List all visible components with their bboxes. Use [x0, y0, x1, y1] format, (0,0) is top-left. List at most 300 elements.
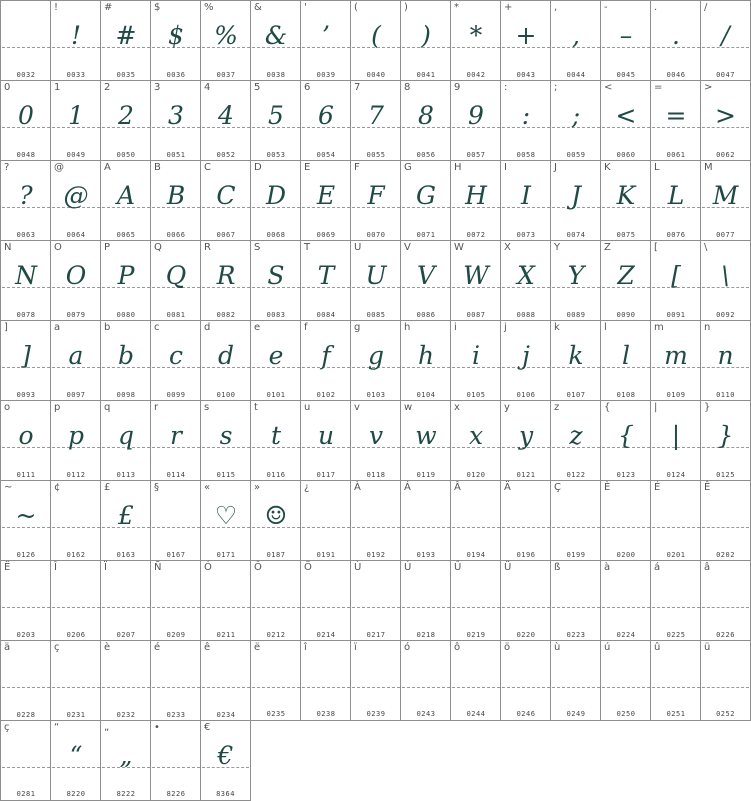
- glyph-cell: [500, 560, 551, 641]
- cell-code-label: 0246: [516, 710, 536, 718]
- cell-code-label: 0104: [416, 391, 436, 399]
- cell-code-label: 0162: [66, 551, 86, 559]
- cell-character-label: ,: [554, 2, 558, 13]
- cell-character-label: Ó: [204, 562, 212, 573]
- cell-code-label: 0124: [666, 471, 686, 479]
- glyph-cell: [0, 640, 51, 721]
- cell-character-label: R: [204, 242, 211, 253]
- baseline-guide: [602, 607, 650, 608]
- cell-code-label: 0238: [316, 710, 336, 718]
- glyph-cell: [550, 400, 601, 481]
- glyph-cell: [250, 480, 301, 561]
- glyph-cell: [200, 720, 251, 801]
- baseline-guide: [2, 607, 50, 608]
- glyph-cell: [0, 160, 51, 241]
- cell-character-label: f: [304, 322, 308, 333]
- cell-code-label: 0115: [216, 471, 236, 479]
- cell-character-label: C: [204, 162, 211, 173]
- cell-code-label: 0041: [416, 71, 436, 79]
- glyph-sample: M: [712, 181, 739, 210]
- cell-code-label: 0083: [266, 311, 286, 319]
- cell-code-label: 0111: [16, 471, 36, 479]
- glyph-cell: [200, 80, 251, 161]
- baseline-guide: [152, 687, 200, 688]
- cell-character-label: L: [654, 162, 660, 173]
- glyph-cell: [600, 480, 651, 561]
- cell-character-label: ç: [4, 722, 10, 733]
- cell-code-label: 0076: [666, 231, 686, 239]
- cell-character-label: n: [704, 322, 711, 333]
- cell-code-label: 0040: [366, 71, 386, 79]
- glyph-cell: [500, 480, 551, 561]
- glyph-sample: T: [317, 261, 335, 290]
- glyph-sample: s: [219, 421, 233, 450]
- glyph-cell: [650, 240, 701, 321]
- baseline-guide: [702, 687, 749, 688]
- cell-character-label: /: [704, 2, 708, 13]
- baseline-guide: [302, 527, 350, 528]
- glyph-cell: [600, 320, 651, 401]
- cell-code-label: 0251: [666, 710, 686, 718]
- cell-character-label: :: [504, 82, 508, 93]
- glyph-cell: [700, 640, 751, 721]
- cell-character-label: 3: [154, 82, 161, 93]
- glyph-cell: [500, 0, 551, 81]
- glyph-cell: [600, 240, 651, 321]
- cell-code-label: 0046: [666, 71, 686, 79]
- glyph-cell: [150, 0, 201, 81]
- cell-code-label: 8220: [66, 790, 86, 798]
- glyph-cell: [150, 160, 201, 241]
- cell-character-label: K: [604, 162, 611, 173]
- cell-character-label: k: [554, 322, 560, 333]
- glyph-sample: z: [569, 421, 583, 450]
- cell-code-label: 0233: [166, 711, 186, 719]
- cell-code-label: 0217: [366, 631, 386, 639]
- glyph-cell: [150, 400, 201, 481]
- cell-code-label: 0122: [566, 471, 586, 479]
- glyph-cell: [150, 240, 201, 321]
- cell-character-label: i: [454, 322, 457, 333]
- cell-character-label: 9: [454, 82, 461, 93]
- cell-code-label: 0224: [616, 631, 636, 639]
- glyph-cell: [100, 720, 151, 801]
- cell-character-label: ¢: [54, 482, 61, 493]
- glyph-cell: [300, 0, 351, 81]
- baseline-guide: [352, 607, 400, 608]
- glyph-cell: [700, 160, 751, 241]
- glyph-cell: [650, 640, 701, 721]
- cell-code-label: 0061: [666, 151, 686, 159]
- cell-code-label: 0070: [366, 231, 386, 239]
- glyph-cell: [50, 720, 101, 801]
- cell-character-label: A: [104, 162, 111, 173]
- glyph-cell: [100, 320, 151, 401]
- cell-character-label: ó: [404, 642, 411, 653]
- baseline-guide: [652, 607, 700, 608]
- glyph-cell: [450, 240, 501, 321]
- cell-code-label: 0207: [116, 631, 136, 639]
- cell-character-label: |: [654, 402, 658, 413]
- glyph-sample: U: [365, 261, 387, 290]
- cell-code-label: 0065: [116, 231, 136, 239]
- cell-character-label: Q: [154, 242, 162, 253]
- cell-code-label: 0232: [116, 711, 136, 719]
- glyph-cell: [0, 480, 51, 561]
- glyph-cell: [300, 480, 351, 561]
- cell-code-label: 0199: [566, 551, 586, 559]
- glyph-cell: [550, 480, 601, 561]
- glyph-sample: Z: [617, 261, 635, 290]
- cell-character-label: á: [654, 562, 661, 573]
- glyph-sample: P: [117, 261, 135, 290]
- glyph-cell: [300, 160, 351, 241]
- cell-character-label: Ï: [104, 562, 107, 573]
- glyph-cell: [600, 640, 651, 721]
- glyph-cell: [650, 320, 701, 401]
- glyph-cell: [250, 160, 301, 241]
- glyph-cell: [350, 560, 401, 641]
- cell-character-label: }: [704, 402, 711, 413]
- cell-character-label: d: [204, 322, 211, 333]
- cell-character-label: J: [554, 162, 557, 173]
- glyph-sample: u: [317, 421, 335, 450]
- glyph-sample: ’: [322, 21, 330, 50]
- baseline-guide: [352, 687, 400, 688]
- glyph-cell: [450, 560, 501, 641]
- cell-character-label: {: [604, 402, 611, 413]
- glyph-cell: [350, 80, 401, 161]
- cell-character-label: !: [54, 2, 59, 13]
- glyph-cell: [100, 160, 151, 241]
- glyph-sample: ?: [19, 181, 33, 210]
- cell-character-label: Ô: [254, 562, 262, 573]
- glyph-sample: m: [664, 341, 688, 370]
- cell-code-label: 0045: [616, 71, 636, 79]
- glyph-sample: ,: [572, 21, 580, 50]
- glyph-cell: [100, 640, 151, 721]
- cell-character-label: €: [204, 722, 211, 733]
- cell-character-label: N: [4, 242, 12, 253]
- baseline-guide: [452, 607, 500, 608]
- glyph-sample: “: [69, 741, 83, 770]
- cell-character-label: ?: [4, 162, 10, 173]
- cell-code-label: 0101: [266, 391, 286, 399]
- glyph-sample: W: [463, 261, 489, 290]
- cell-character-label: ;: [554, 82, 558, 93]
- cell-character-label: Î: [54, 562, 57, 573]
- cell-code-label: 0073: [516, 231, 536, 239]
- glyph-sample: £: [118, 501, 134, 530]
- cell-character-label: r: [154, 402, 159, 413]
- glyph-cell: [400, 80, 451, 161]
- cell-code-label: 0066: [166, 231, 186, 239]
- cell-character-label: D: [254, 162, 262, 173]
- cell-character-label: E: [304, 162, 311, 173]
- glyph-sample: 8: [418, 101, 434, 130]
- cell-character-label: g: [354, 322, 361, 333]
- glyph-cell: [100, 560, 151, 641]
- cell-character-label: M: [704, 162, 713, 173]
- cell-code-label: 0039: [316, 71, 336, 79]
- cell-character-label: y: [504, 402, 510, 413]
- baseline-guide: [552, 607, 600, 608]
- cell-character-label: X: [504, 242, 511, 253]
- cell-character-label: à: [604, 562, 611, 573]
- cell-code-label: 0098: [116, 391, 136, 399]
- cell-code-label: 0099: [166, 391, 186, 399]
- glyph-sample: D: [265, 181, 287, 210]
- cell-code-label: 0209: [166, 631, 186, 639]
- cell-code-label: 0102: [316, 391, 336, 399]
- cell-code-label: 0053: [266, 151, 286, 159]
- cell-code-label: 0035: [116, 71, 136, 79]
- glyph-sample: g: [367, 341, 384, 370]
- glyph-sample: :: [521, 101, 531, 130]
- glyph-sample: >: [715, 101, 736, 130]
- baseline-guide: [202, 607, 250, 608]
- cell-code-label: 0167: [166, 551, 186, 559]
- cell-code-label: 0113: [116, 471, 136, 479]
- cell-code-label: 0044: [566, 71, 586, 79]
- glyph-sample: b: [117, 341, 134, 370]
- glyph-cell: [0, 560, 51, 641]
- cell-character-label: @: [54, 162, 64, 173]
- cell-character-label: P: [104, 242, 111, 253]
- glyph-sample: t: [270, 421, 282, 450]
- glyph-sample: {: [618, 421, 634, 450]
- cell-code-label: 0214: [316, 631, 336, 639]
- glyph-sample: r: [170, 421, 182, 450]
- glyph-cell: [500, 640, 551, 721]
- glyph-cell: [500, 80, 551, 161]
- glyph-sample: B: [166, 181, 186, 210]
- glyph-cell: [200, 240, 251, 321]
- glyph-sample: #: [115, 21, 137, 50]
- cell-code-label: 0281: [16, 790, 36, 798]
- glyph-sample: $: [168, 21, 184, 50]
- glyph-cell: [550, 80, 601, 161]
- glyph-sample: K: [616, 181, 636, 210]
- baseline-guide: [302, 687, 350, 688]
- glyph-cell: [450, 80, 501, 161]
- cell-character-label: e: [254, 322, 261, 333]
- baseline-guide: [152, 767, 200, 768]
- cell-code-label: 0078: [16, 311, 36, 319]
- cell-character-label: «: [204, 482, 211, 493]
- cell-character-label: t: [254, 402, 258, 413]
- glyph-sample: V: [416, 261, 436, 290]
- cell-character-label: è: [104, 642, 111, 653]
- cell-code-label: 0226: [716, 631, 735, 639]
- cell-code-label: 0068: [266, 231, 286, 239]
- baseline-guide: [102, 687, 150, 688]
- glyph-cell: [100, 80, 151, 161]
- glyph-sample: R: [216, 261, 236, 290]
- glyph-cell: [350, 640, 401, 721]
- cell-code-label: 8364: [216, 790, 235, 798]
- glyph-sample: N: [15, 261, 37, 290]
- glyph-cell: [300, 400, 351, 481]
- glyph-cell: [200, 0, 251, 81]
- glyph-cell: [650, 480, 701, 561]
- cell-code-label: 0043: [516, 71, 536, 79]
- baseline-guide: [702, 527, 749, 528]
- glyph-cell: [700, 560, 751, 641]
- baseline-guide: [502, 527, 550, 528]
- glyph-sample: 3: [168, 101, 184, 130]
- cell-code-label: 0079: [66, 311, 86, 319]
- glyph-sample: ;: [571, 101, 581, 130]
- glyph-sample: 5: [268, 101, 284, 130]
- cell-code-label: 0206: [66, 631, 86, 639]
- cell-character-label: é: [154, 642, 161, 653]
- glyph-sample: e: [268, 341, 284, 370]
- cell-character-label: ü: [704, 642, 711, 653]
- glyph-cell: [0, 80, 51, 161]
- glyph-cell: [300, 320, 351, 401]
- cell-character-label: V: [404, 242, 411, 253]
- cell-code-label: 0239: [366, 710, 386, 718]
- cell-code-label: 0252: [716, 710, 735, 718]
- cell-character-label: “: [54, 722, 60, 733]
- cell-character-label: ï: [354, 642, 357, 653]
- cell-character-label: Á: [404, 482, 411, 493]
- cell-code-label: 0089: [566, 311, 586, 319]
- cell-character-label: G: [404, 162, 412, 173]
- cell-code-label: 0069: [316, 231, 336, 239]
- cell-character-label: ë: [254, 642, 261, 653]
- cell-character-label: 4: [204, 82, 211, 93]
- cell-character-label: m: [654, 322, 664, 333]
- glyph-cell: [400, 400, 451, 481]
- glyph-cell: [400, 240, 451, 321]
- cell-character-label: 5: [254, 82, 261, 93]
- baseline-guide: [702, 607, 749, 608]
- glyph-sample: [: [671, 261, 681, 290]
- glyph-cell: [200, 640, 251, 721]
- cell-character-label: p: [54, 402, 61, 413]
- cell-code-label: 0119: [416, 471, 436, 479]
- glyph-cell: [350, 0, 401, 81]
- glyph-cell: [700, 480, 751, 561]
- glyph-sample: %: [214, 21, 238, 50]
- cell-code-label: 0037: [216, 71, 236, 79]
- baseline-guide: [52, 527, 100, 528]
- glyph-cell: [200, 320, 251, 401]
- glyph-cell: [200, 400, 251, 481]
- cell-character-label: §: [154, 482, 159, 493]
- cell-character-label: \: [704, 242, 708, 253]
- glyph-sample: n: [717, 341, 734, 370]
- glyph-sample: E: [316, 181, 336, 210]
- cell-character-label: î: [304, 642, 307, 653]
- glyph-cell: [250, 640, 301, 721]
- glyph-sample: k: [568, 341, 584, 370]
- glyph-cell: [0, 320, 51, 401]
- glyph-cell: [200, 560, 251, 641]
- glyph-cell: [450, 640, 501, 721]
- glyph-sample: w: [415, 421, 437, 450]
- glyph-sample: Y: [567, 261, 585, 290]
- glyph-cell: [300, 560, 351, 641]
- cell-character-label: U: [354, 242, 362, 253]
- baseline-guide: [652, 527, 700, 528]
- cell-code-label: 0196: [516, 551, 536, 559]
- baseline-guide: [52, 687, 100, 688]
- cell-code-label: 0223: [566, 631, 586, 639]
- glyph-sample: 6: [318, 101, 334, 130]
- glyph-cell: [150, 80, 201, 161]
- cell-code-label: 0231: [66, 711, 86, 719]
- cell-character-label: =: [654, 82, 663, 93]
- glyph-sample: €: [217, 741, 234, 770]
- cell-code-label: 0033: [66, 71, 86, 79]
- cell-character-label: W: [454, 242, 464, 253]
- cell-character-label: 6: [304, 82, 311, 93]
- cell-character-label: u: [304, 402, 311, 413]
- glyph-cell: [550, 320, 601, 401]
- cell-code-label: 0112: [66, 471, 86, 479]
- cell-character-label: o: [4, 402, 11, 413]
- cell-code-label: 0194: [466, 551, 486, 559]
- glyph-cell: [50, 400, 101, 481]
- cell-character-label: x: [454, 402, 460, 413]
- cell-code-label: 0087: [466, 311, 486, 319]
- glyph-sample: &: [264, 21, 288, 50]
- cell-character-label: ): [404, 2, 408, 13]
- cell-character-label: â: [704, 562, 711, 573]
- glyph-cell: [450, 0, 501, 81]
- glyph-cell: [500, 240, 551, 321]
- cell-code-label: 0107: [566, 391, 586, 399]
- cell-character-label: Ñ: [154, 562, 162, 573]
- baseline-guide: [652, 687, 700, 688]
- cell-character-label: S: [254, 242, 261, 253]
- glyph-sample: q: [117, 421, 134, 450]
- glyph-sample: H: [465, 181, 487, 210]
- glyph-cell: [250, 400, 301, 481]
- cell-code-label: 0191: [316, 551, 336, 559]
- glyph-cell: [100, 480, 151, 561]
- glyph-cell: [600, 560, 651, 641]
- cell-code-label: 0118: [366, 471, 386, 479]
- cell-character-label: Ö: [304, 562, 312, 573]
- cell-character-label: 2: [104, 82, 111, 93]
- cell-code-label: 0092: [716, 311, 735, 319]
- glyph-cell: [700, 0, 751, 81]
- cell-character-label: Ù: [354, 562, 362, 573]
- cell-code-label: 0201: [666, 551, 686, 559]
- cell-code-label: 0200: [616, 551, 636, 559]
- glyph-cell: [700, 320, 751, 401]
- cell-character-label: É: [654, 482, 661, 493]
- glyph-sample: f: [321, 341, 331, 370]
- cell-code-label: 0225: [666, 631, 686, 639]
- cell-code-label: 0042: [466, 71, 486, 79]
- glyph-sample: d: [217, 341, 234, 370]
- cell-character-label: -: [604, 2, 608, 13]
- glyph-cell: [350, 240, 401, 321]
- glyph-sample: ): [421, 21, 431, 50]
- cell-code-label: 0084: [316, 311, 336, 319]
- cell-character-label: [: [654, 242, 658, 253]
- cell-character-label: w: [404, 402, 413, 413]
- glyph-sample: C: [216, 181, 236, 210]
- cell-code-label: 0234: [216, 711, 236, 719]
- cell-code-label: 0171: [216, 551, 236, 559]
- glyph-sample: Q: [165, 261, 187, 290]
